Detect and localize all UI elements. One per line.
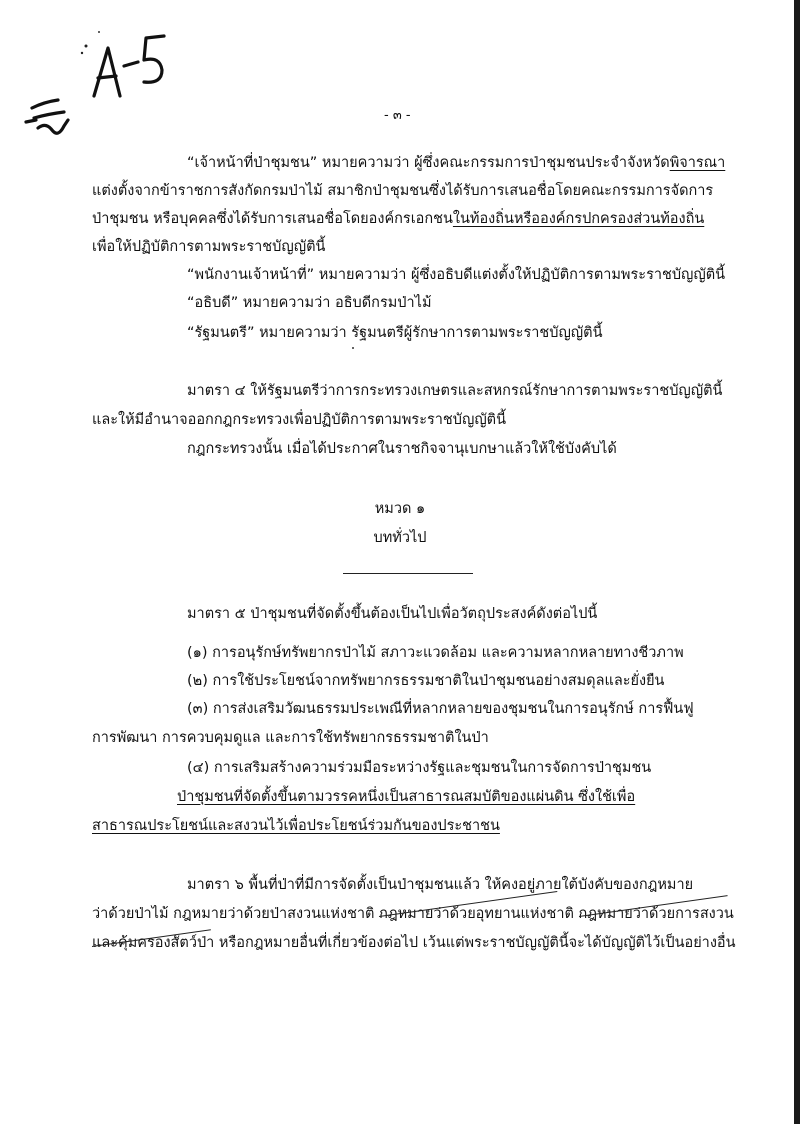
definition-line3 <box>92 209 704 229</box>
section5-intro: มาตรา ๕ ป่าชุมชนที่จัดตั้งขึ้นต้องเป็นไปเพื่อวัตถุประสงค์ดังต่อไปนี้ <box>187 606 598 622</box>
section6-text: หรือกฎหมายอื่นที่เกี่ยวข้องต่อไป เว้นแต่พระราชบัญญัตินี้จะได้บัญญัติไว้เป็นอย่างอื่น <box>218 935 736 951</box>
definition-officer: “พนักงานเจ้าหน้าที่” หมายความว่า ผู้ซึ่งอธิบดีแต่งตั้งให้ปฏิบัติการตามพระราชบัญญัตินี้ <box>187 267 726 283</box>
handwritten-annotation <box>24 26 174 146</box>
section5-item1: (๑) การอนุรักษ์ทรัพยากรป่าไม้ สภาวะแวดล้อม และความหลากหลายทางชีวภาพ <box>187 645 684 661</box>
page-number: - ๓ - <box>384 108 411 123</box>
struck-text: และคุ้มครองสัตว์ป่า <box>92 935 215 951</box>
section5-item2: (๒) การใช้ประโยชน์จากทรัพยากรธรรมชาติในป่าชุมชนอย่างสมดุลและยั่งยืน <box>187 673 665 689</box>
struck-phrase-wildlife <box>579 906 734 922</box>
section4-line1: มาตรา ๔ ให้รัฐมนตรีว่าการกระทรวงเกษตรและสหกรณ์รักษาการตามพระราชบัญญัตินี้ <box>187 383 723 399</box>
chapter-divider <box>343 573 473 574</box>
struck-phrase-protection <box>92 935 214 951</box>
section5-note-line1: ป่าชุมชนที่จัดตั้งขึ้นตามวรรคหนึ่งเป็นสาธารณสมบัติของแผ่นดิน ซึ่งใช้เพื่อ <box>177 789 636 805</box>
section5-note-line2: สาธารณประโยชน์และสงวนไว้เพื่อประโยชน์ร่วมกันของประชาชน <box>92 818 500 834</box>
struck-phrase-national-park <box>379 906 574 922</box>
definition-text: “เจ้าหน้าที่ป่าชุมชน” หมายความว่า ผู้ซึ่งคณะกรรมการป่าชุมชนประจำจังหวัด <box>187 155 670 171</box>
section5-item4: (๔) การเสริมสร้างความร่วมมือระหว่างรัฐและชุมชนในการจัดการป่าชุมชน <box>187 760 652 776</box>
definition-line4: เพื่อให้ปฏิบัติการตามพระราชบัญญัตินี้ <box>92 239 326 255</box>
scan-edge-shadow <box>794 0 800 1124</box>
chapter-title: หมวด ๑ <box>374 501 426 517</box>
handwriting-mark <box>24 26 174 146</box>
struck-text: กฎหมายว่าด้วยการสงวน <box>578 906 734 922</box>
section5-item3-line1: (๓) การส่งเสริมวัฒนธรรมประเพณีที่หลากหลายของชุมชนในการอนุรักษ์ การฟื้นฟู <box>187 701 694 717</box>
section4-line3: กฎกระทรวงนั้น เมื่อได้ประกาศในราชกิจจานุเบกษาแล้วให้ใช้บังคับได้ <box>187 441 617 457</box>
underlined-edit: ในท้องถิ่นหรือองค์กรปกครองส่วนท้องถิ่น <box>452 211 705 227</box>
section5-item3-line2: การพัฒนา การควบคุมดูแล และการใช้ทรัพยากรธรรมชาติในป่า <box>92 730 489 746</box>
definition-minister: “รัฐมนตรี” หมายความว่า รัฐมนตรีผู้รักษาการตามพระราชบัญญัตินี้ <box>187 325 603 341</box>
definition-community-forest-officer-line1 <box>187 153 725 173</box>
underlined-edit: พิจารณา <box>669 155 726 171</box>
section6-line1: มาตรา ๖ พื้นที่ป่าที่มีการจัดตั้งเป็นป่าชุมชนแล้ว ให้คงอยู่ภายใต้บังคับของกฎหมาย <box>187 877 694 893</box>
scan-speck <box>352 347 354 349</box>
definition-director: “อธิบดี” หมายความว่า อธิบดีกรมป่าไม้ <box>187 295 432 311</box>
section6-text: ว่าด้วยป่าไม้ กฎหมายว่าด้วยป่าสงวนแห่งชาติ <box>92 906 375 922</box>
scan-speck <box>98 31 100 33</box>
section4-line2: และให้มีอำนาจออกกฎกระทรวงเพื่อปฏิบัติการตามพระราชบัญญัตินี้ <box>92 412 507 428</box>
struck-text: กฎหมายว่าด้วยอุทยานแห่งชาติ <box>379 906 574 922</box>
definition-line2: แต่งตั้งจากข้าราชการสังกัดกรมป่าไม้ สมาชิกป่าชุมชนซึ่งได้รับการเสนอชื่อโดยคณะกรรมการจัดการ <box>92 183 714 199</box>
section6-line3 <box>92 933 736 953</box>
section6-line2 <box>92 904 734 924</box>
chapter-subtitle: บททั่วไป <box>373 530 427 546</box>
definition-text: ป่าชุมชน หรือบุคคลซึ่งได้รับการเสนอชื่อโดยองค์กรเอกชน <box>92 211 453 227</box>
